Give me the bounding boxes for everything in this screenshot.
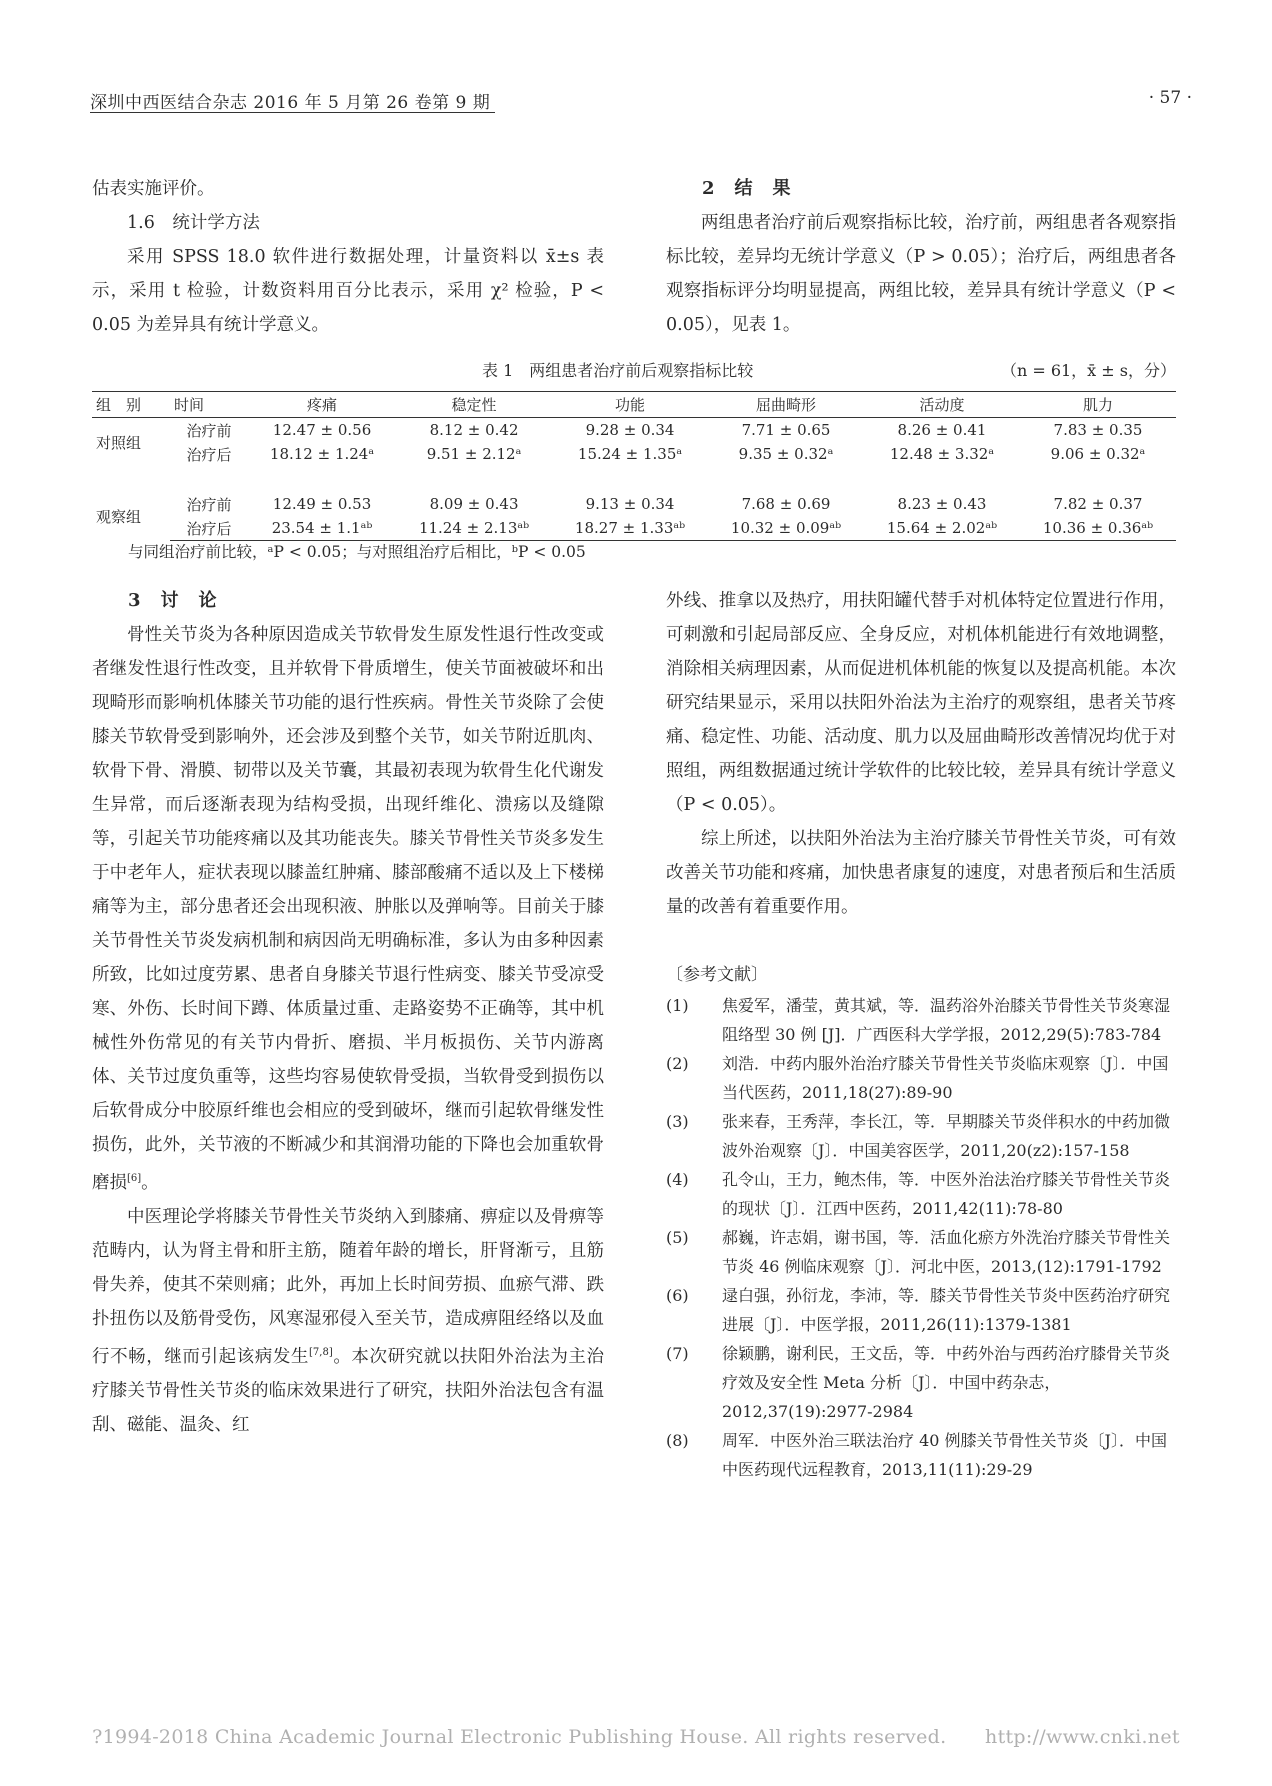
data-table [92, 391, 1176, 541]
header-rule [90, 112, 495, 113]
col-header-strength: 肌力 [1020, 392, 1176, 418]
group-name: 观察组 [96, 507, 142, 526]
reference-item [666, 1049, 1176, 1107]
table-cell: 9.13 ± 0.34 [585, 495, 675, 513]
reference-number: (6) [666, 1286, 689, 1305]
reference-number: (8) [666, 1431, 689, 1450]
table-cell: 治疗前 [186, 495, 232, 514]
paragraph-text: 本次研究就以扶阳外治法为主治疗膝关节骨性关节炎的临床效果进行了研究，扶阳外治法包含有温刮、磁能、温灸、红 [92, 1346, 605, 1435]
reference-item [666, 991, 1176, 1049]
col-header-mobility: 活动度 [864, 392, 1020, 418]
citation: [6] [127, 1173, 142, 1184]
reference-item [666, 1223, 1176, 1281]
table-caption: 表 1 两组患者治疗前后观察指标比较 [482, 361, 754, 380]
citation: [7,8] [309, 1346, 333, 1358]
continued-text: 估表实施评价。 [92, 179, 215, 199]
results-title: 2 结 果 [702, 178, 792, 199]
col-header-flexion: 屈曲畸形 [708, 392, 864, 418]
col-header-time: 时间 [170, 392, 248, 418]
table-cell: 8.12 ± 0.42 [429, 421, 519, 439]
table-footnote: 与同组治疗前比较，ᵃP < 0.05；与对照组治疗后相比，ᵇP < 0.05 [128, 543, 586, 561]
journal-header: 深圳中西医结合杂志 2016 年 5 月第 26 卷第 9 期 [90, 93, 491, 113]
discussion-right-block [666, 584, 1176, 924]
discussion-title: 3 讨 论 [128, 590, 218, 611]
reference-number: (3) [666, 1112, 689, 1131]
paragraph-text: 中医理论学将膝关节骨性关节炎纳入到膝痛、痹症以及骨痹等范畴内，认为肾主骨和肝主筋，随着年龄的增长，肝肾渐亏，且筋骨失养，使其不荣则痛；此外，再加上长时间劳损、血瘀气滞、跌扑扭伤以及筋骨受伤，风寒湿邪侵入至关节，造成痹阻经络以及血行不畅，继而引起该病发生 [92, 1206, 604, 1367]
reference-number: (7) [666, 1344, 689, 1363]
reference-text: 孔令山，王力，鲍杰伟，等．中医外治法治疗膝关节骨性关节炎的现状〔J〕．江西中医药，2011,42(11):78-80 [722, 1170, 1171, 1218]
table-row [92, 442, 1176, 466]
reference-number: (1) [666, 996, 689, 1015]
reference-text: 逯白强，孙衍龙，李沛，等．膝关节骨性关节炎中医药治疗研究进展〔J〕．中医学报，2011,26(11):1379-1381 [722, 1286, 1171, 1334]
table-cell: 8.23 ± 0.43 [897, 495, 987, 513]
section-1-6-title: 1.6 统计学方法 [127, 213, 260, 233]
table-header-row [92, 392, 1176, 418]
left-top-block [92, 172, 604, 342]
discussion-paragraph-4: 综上所述，以扶阳外治法为主治疗膝关节骨性关节炎，可有效改善关节功能和疼痛，加快患者康复的速度，对患者预后和生活质量的改善有着重要作用。 [666, 829, 1176, 917]
references-heading: 〔参考文献〕 [666, 965, 768, 985]
reference-number: (4) [666, 1170, 689, 1189]
reference-item [666, 1426, 1176, 1484]
results-paragraph: 两组患者治疗前后观察指标比较，治疗前，两组患者各观察指标比较，差异均无统计学意义（P > 0.05）；治疗后，两组患者各观察指标评分均明显提高，两组比较，差异具有统计学意义（P < 0.05），见表 1。 [666, 213, 1176, 335]
reference-text: 徐颖鹏，谢利民，王文岳，等．中药外治与西药治疗膝骨关节炎疗效及安全性 Meta 分析〔J〕．中国中药杂志，2012,37(19):2977-2984 [722, 1344, 1171, 1421]
table-cell: 7.71 ± 0.65 [741, 421, 831, 439]
table-cell: 11.24 ± 2.13ᵃᵇ [396, 516, 552, 541]
col-header-function: 功能 [552, 392, 708, 418]
reference-text: 刘浩．中药内服外治治疗膝关节骨性关节炎临床观察〔J〕．中国当代医药，2011,18(27):89-90 [722, 1054, 1169, 1102]
table-cell: 12.49 ± 0.53 [272, 495, 372, 513]
table-cell: 18.12 ± 1.24ᵃ [269, 445, 375, 463]
table-cell: 9.35 ± 0.32ᵃ [738, 445, 834, 463]
references-block [666, 960, 1176, 1484]
col-header-stability: 稳定性 [396, 392, 552, 418]
table-cell: 8.09 ± 0.43 [429, 495, 519, 513]
table-cell: 9.51 ± 2.12ᵃ [426, 445, 522, 463]
reference-number: (5) [666, 1228, 689, 1247]
table-cell: 7.68 ± 0.69 [741, 495, 831, 513]
table-cell: 23.54 ± 1.1ᵃᵇ [248, 516, 396, 541]
reference-item [666, 1281, 1176, 1339]
table-row [92, 516, 1176, 541]
table-spacer [92, 466, 1176, 492]
col-header-pain: 疼痛 [248, 392, 396, 418]
discussion-paragraph-2: 中医理论学将膝关节骨性关节炎纳入到膝痛、痹症以及骨痹等范畴内，认为肾主骨和肝主筋，随着年龄的增长，肝肾渐亏，且筋骨失养，使其不荣则痛；此外，再加上长时间劳损、血瘀气滞、跌扑扭伤以及筋骨受伤，风寒湿邪侵入至关节，造成痹阻经络以及血行不畅，继而引起该病发生[7,8]。本次研究就以扶阳外治法为主治疗膝关节骨性关节炎的临床效果进行了研究，扶阳外治法包含有温刮、磁能、温灸、红 [92, 1206, 605, 1435]
table-cell: 15.24 ± 1.35ᵃ [577, 445, 683, 463]
page-number: · 57 · [1148, 88, 1192, 108]
reference-text: 张来春，王秀萍，李长江，等．早期膝关节炎伴积水的中药加微波外治观察〔J〕．中国美容医学，2011,20(z2):157-158 [722, 1112, 1171, 1160]
reference-number: (2) [666, 1054, 689, 1073]
table-cell: 15.64 ± 2.02ᵃᵇ [864, 516, 1020, 541]
table-cell: 7.83 ± 0.35 [1053, 421, 1143, 439]
discussion-paragraph-3: 外线、推拿以及热疗，用扶阳罐代替手对机体特定位置进行作用，可刺激和引起局部反应、全身反应，对机体机能进行有效地调整，消除相关病理因素，从而促进机体机能的恢复以及提高机能。本次研究结果显示，采用以扶阳外治法为主治疗的观察组，患者关节疼痛、稳定性、功能、活动度、肌力以及屈曲畸形改善情况均优于对照组，两组数据通过统计学软件的比较比较，差异具有统计学意义（P < 0.05）。 [666, 591, 1176, 815]
paragraph-text: 骨性关节炎为各种原因造成关节软骨发生原发性退行性改变或者继发性退行性改变，且并软骨下骨质增生，使关节面被破坏和出现畸形而影响机体膝关节功能的退行性疾病。骨性关节炎除了会使膝关节软骨受到影响外，还会涉及到整个关节，如关节附近肌肉、软骨下骨、滑膜、韧带以及关节囊，其最初表现为软骨生化代谢发生异常，而后逐渐表现为结构受损，出现纤维化、溃疡以及缝隙等，引起关节功能疼痛以及其功能丧失。膝关节骨性关节炎多发生于中老年人，症状表现以膝盖红肿痛、膝部酸痛不适以及上下楼梯痛等为主，部分患者还会出现积液、肿胀以及弹响等。目前关于膝关节骨性关节炎发病机制和病因尚无明确标准，多认为由多种因素所致，比如过度劳累、患者自身膝关节退行性病变、膝关节受凉受寒、外伤、长时间下蹲、体质量过重、走路姿势不正确等，其中机械性外伤常见的有关节内骨折、磨损、半月板损伤、关节内游离体、关节过度负重等，这些均容易使软骨受损，当软骨受到损伤以后软骨成分中胶原纤维也会相应的受到破坏，继而引起软骨继发性损伤，此外，关节液的不断减少和其润滑功能的下降也会加重软骨磨损 [92, 625, 604, 1193]
reference-text: 郝巍，许志娟，谢书国，等．活血化瘀方外洗治疗膝关节骨性关节炎 46 例临床观察〔J〕．河北中医，2013,(12):1791-1792 [722, 1228, 1171, 1276]
table-cell: 10.32 ± 0.09ᵃᵇ [708, 516, 864, 541]
table-cell: 7.82 ± 0.37 [1053, 495, 1143, 513]
reference-item [666, 1339, 1176, 1426]
discussion-paragraph-1: 骨性关节炎为各种原因造成关节软骨发生原发性退行性改变或者继发性退行性改变，且并软骨下骨质增生，使关节面被破坏和出现畸形而影响机体膝关节功能的退行性疾病。骨性关节炎除了会使膝关节软骨受到影响外，还会涉及到整个关节，如关节附近肌肉、软骨下骨、滑膜、韧带以及关节囊，其最初表现为软骨生化代谢发生异常，而后逐渐表现为结构受损，出现纤维化、溃疡以及缝隙等，引起关节功能疼痛以及其功能丧失。膝关节骨性关节炎多发生于中老年人，症状表现以膝盖红肿痛、膝部酸痛不适以及上下楼梯痛等为主，部分患者还会出现积液、肿胀以及弹响等。目前关于膝关节骨性关节炎发病机制和病因尚无明确标准，多认为由多种因素所致，比如过度劳累、患者自身膝关节退行性病变、膝关节受凉受寒、外伤、长时间下蹲、体质量过重、走路姿势不正确等，其中机械性外伤常见的有关节内骨折、磨损、半月板损伤、关节内游离体、关节过度负重等，这些均容易使软骨受损，当软骨受到损伤以后软骨成分中胶原纤维也会相应的受到破坏，继而引起软骨继发性损伤，此外，关节液的不断减少和其润滑功能的下降也会加重软骨磨损[6]。 [92, 625, 604, 1193]
reference-item [666, 1107, 1176, 1165]
table-cell: 9.28 ± 0.34 [585, 421, 675, 439]
table-cell: 18.27 ± 1.33ᵃᵇ [552, 516, 708, 541]
reference-text: 周军．中医外治三联法治疗 40 例膝关节骨性关节炎〔J〕．中国中医药现代远程教育，2013,11(11):29-29 [722, 1431, 1167, 1479]
discussion-block [92, 584, 604, 1442]
reference-item [666, 1165, 1176, 1223]
table-note: （n = 61，x̄ ± s，分） [1000, 361, 1176, 380]
stats-paragraph: 采用 SPSS 18.0 软件进行数据处理，计量资料以 x̄±s 表示，采用 t 检验，计数资料用百分比表示，采用 χ² 检验，P < 0.05 为差异具有统计学意义。 [92, 247, 604, 335]
table-cell: 治疗后 [170, 516, 248, 541]
table-cell: 12.47 ± 0.56 [272, 421, 372, 439]
table-cell: 治疗后 [186, 445, 232, 464]
col-header-group: 组 别 [92, 392, 170, 418]
table-row [92, 418, 1176, 443]
group-name: 对照组 [96, 433, 142, 452]
copyright-footer: ?1994-2018 China Academic Journal Electronic Publishing House. All rights reserved. http://www.cnki.net [92, 1726, 1180, 1748]
table-cell: 10.36 ± 0.36ᵃᵇ [1020, 516, 1176, 541]
table-cell: 9.06 ± 0.32ᵃ [1050, 445, 1146, 463]
table-row [92, 492, 1176, 516]
results-block [666, 172, 1176, 342]
reference-text: 焦爱军，潘莹，黄其斌，等．温药浴外治膝关节骨性关节炎寒湿阻络型 30 例 [J]．广西医科大学学报，2012,29(5):783-784 [722, 996, 1171, 1044]
table-cell: 12.48 ± 3.32ᵃ [889, 445, 995, 463]
table-cell: 治疗前 [186, 421, 232, 440]
reference-list [666, 991, 1176, 1484]
table-cell: 8.26 ± 0.41 [897, 421, 987, 439]
